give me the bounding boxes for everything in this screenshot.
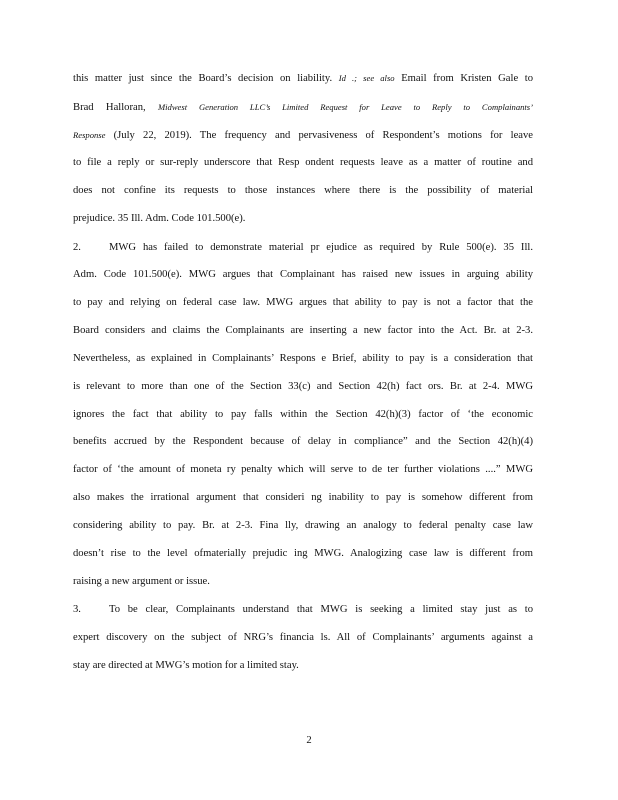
text-line bbox=[73, 100, 533, 115]
text-line bbox=[73, 212, 533, 226]
line-text: doesn’t rise to the level ofmaterially prejudic ing MWG. Analogizing case law is different from bbox=[73, 548, 533, 559]
line-text: raising a new argument or issue. bbox=[73, 576, 210, 587]
line-text: is relevant to more than one of the Section 33(c) and Section 42(h) fact ors. Br. at 2-4. MWG bbox=[73, 381, 533, 392]
line-text: considering ability to pay. Br. at 2-3. Fina lly, drawing an analogy to federal penalty case law bbox=[73, 520, 533, 531]
paragraph-number: 2. bbox=[73, 242, 81, 253]
text-line bbox=[73, 352, 533, 366]
text-line bbox=[73, 463, 533, 477]
line-text: to file a reply or sur-reply underscore that Resp ondent requests leave as a matter of routine and bbox=[73, 157, 533, 168]
citation-text: Midwest Generation LLC’s Limited Request for Leave to Reply to Complainants’ bbox=[157, 102, 534, 112]
line-text: factor of ‘the amount of moneta ry penalty which will serve to de ter further violations ....” MWG bbox=[73, 464, 533, 475]
line-text: Brad Halloran, bbox=[73, 102, 158, 113]
line-text: to pay and relying on federal case law. MWG argues that ability to pay is not a factor that the bbox=[73, 297, 533, 308]
text-line bbox=[73, 268, 533, 282]
text-line bbox=[73, 128, 533, 143]
line-text: also makes the irrational argument that consideri ng inability to pay is somehow different from bbox=[73, 492, 533, 503]
text-line bbox=[73, 631, 533, 645]
paragraph-number: 3. bbox=[73, 604, 81, 615]
text-line bbox=[73, 519, 533, 533]
text-line bbox=[73, 491, 533, 505]
text-line bbox=[73, 603, 533, 617]
line-text: Email from Kristen Gale to bbox=[394, 73, 534, 84]
text-line bbox=[73, 659, 533, 673]
line-text: Nevertheless, as explained in Complainants’ Respons e Brief, ability to pay is a consideration that bbox=[73, 353, 533, 364]
text-line bbox=[73, 435, 533, 449]
text-line bbox=[73, 241, 533, 255]
text-line bbox=[73, 547, 533, 561]
line-text: To be clear, Complainants understand that MWG is seeking a limited stay just as to bbox=[109, 604, 533, 615]
line-text: (July 22, 2019). The frequency and pervasiveness of Respondent’s motions for leave bbox=[105, 130, 533, 141]
citation-text: Response bbox=[73, 130, 106, 140]
text-line bbox=[73, 71, 533, 86]
text-line bbox=[73, 296, 533, 310]
text-line bbox=[73, 156, 533, 170]
line-text: Adm. Code 101.500(e). MWG argues that Complainant has raised new issues in arguing ability bbox=[73, 269, 533, 280]
line-text: this matter just since the Board’s decision on liability. bbox=[73, 73, 339, 84]
line-text: stay are directed at MWG’s motion for a limited stay. bbox=[73, 660, 299, 671]
line-text: ignores the fact that ability to pay falls within the Section 42(h)(3) factor of ‘the economic bbox=[73, 409, 533, 420]
line-text: MWG has failed to demonstrate material pr ejudice as required by Rule 500(e). 35 Ill. bbox=[109, 242, 533, 253]
line-text: expert discovery on the subject of NRG’s financia ls. All of Complainants’ arguments against a bbox=[73, 632, 533, 643]
text-line bbox=[73, 184, 533, 198]
text-line bbox=[73, 380, 533, 394]
text-line bbox=[73, 324, 533, 338]
line-text: does not confine its requests to those instances where there is the possibility of material bbox=[73, 185, 533, 196]
page-number: 2 bbox=[306, 735, 312, 746]
text-line bbox=[73, 575, 533, 589]
line-text: prejudice. 35 Ill. Adm. Code 101.500(e). bbox=[73, 213, 246, 224]
line-text: benefits accrued by the Respondent because of delay in compliance” and the Section 42(h)(4) bbox=[73, 436, 533, 447]
citation-text: Id .; see also bbox=[338, 73, 395, 83]
text-line bbox=[73, 408, 533, 422]
line-text: Board considers and claims the Complainants are inserting a new factor into the Act. Br. at 2-3. bbox=[73, 325, 533, 336]
